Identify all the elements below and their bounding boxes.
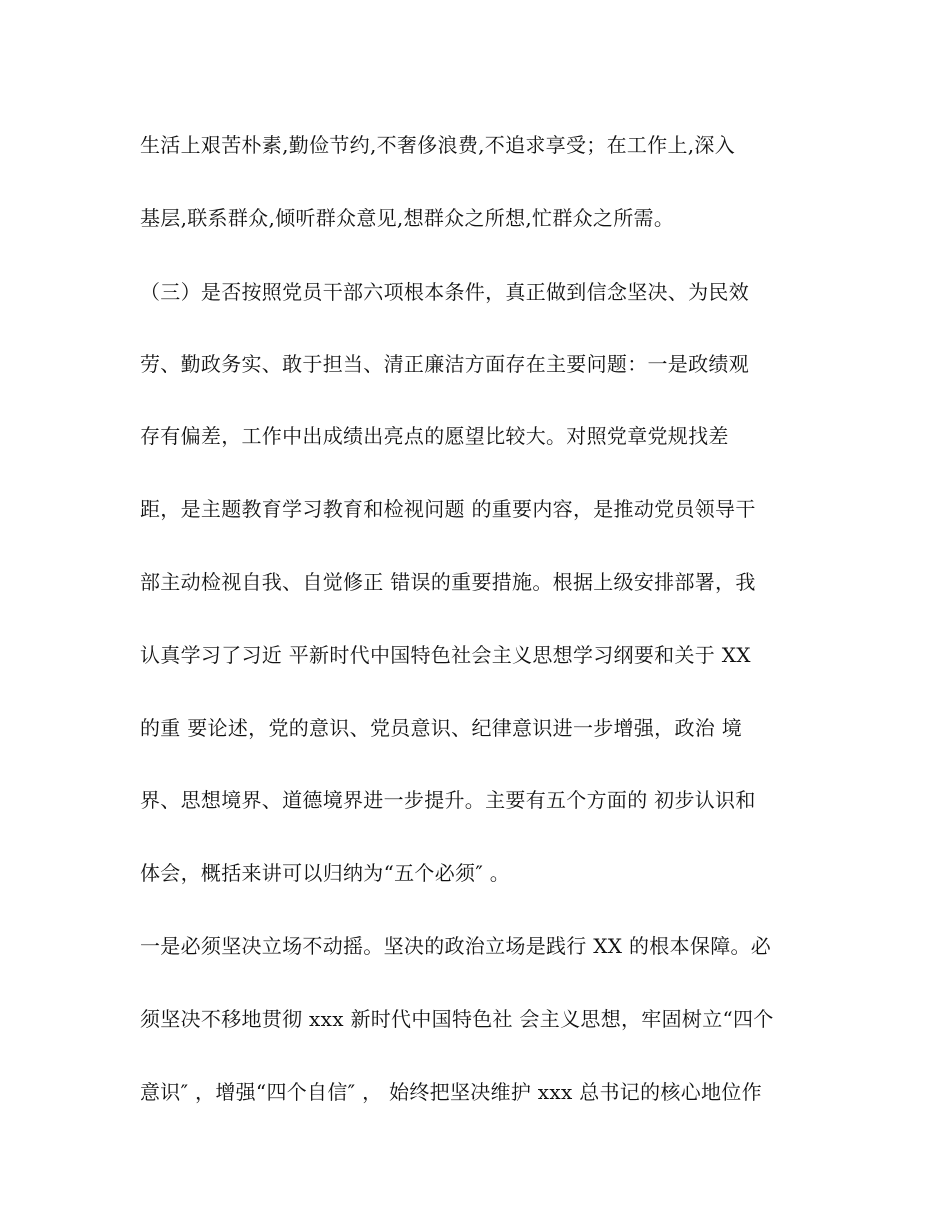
text-line: 意识″ ，增强“四个自信″ ， 始终把坚决维护 xxx 总书记的核心地位作 [140, 1080, 762, 1104]
text-line: 存有偏差，工作中出成绩出亮点的愿望比较大。对照党章党规找差 [140, 424, 729, 448]
text-line: 体会，概括来讲可以归纳为“五个必须″ 。 [140, 861, 511, 885]
text-line: 的重 要论述，党的意识、党员意识、纪律意识进一步增强，政治 境 [140, 716, 743, 740]
text-line: 认真学习了习近 平新时代中国特色社会主义思想学习纲要和关于 XX [140, 643, 751, 667]
text-line: 一是必须坚决立场不动摇。坚决的政治立场是践行 XX 的根本保障。必 [140, 934, 772, 958]
text-line: 部主动检视自我、自觉修正 错误的重要措施。根据上级安排部署，我 [140, 570, 756, 594]
text-line: 基层,联系群众,倾听群众意见,想群众之所想,忙群众之所需。 [140, 206, 675, 230]
text-line: 界、思想境界、道德境界进一步提升。主要有五个方面的 初步认识和 [140, 788, 756, 812]
text-line: 劳、勤政务实、敢于担当、清正廉洁方面存在主要问题：一是政绩观 [140, 352, 749, 376]
text-line: （三）是否按照党员干部六项根本条件，真正做到信念坚决、为民效 [140, 280, 749, 304]
text-line: 生活上艰苦朴素,勤俭节约,不奢侈浪费,不追求享受；在工作上,深入 [140, 133, 736, 157]
text-line: 须坚决不移地贯彻 xxx 新时代中国特色社 会主义思想，牢固树立“四个 [140, 1007, 774, 1031]
text-line: 距，是主题教育学习教育和检视问题 的重要内容，是推动党员领导干 [140, 497, 756, 521]
